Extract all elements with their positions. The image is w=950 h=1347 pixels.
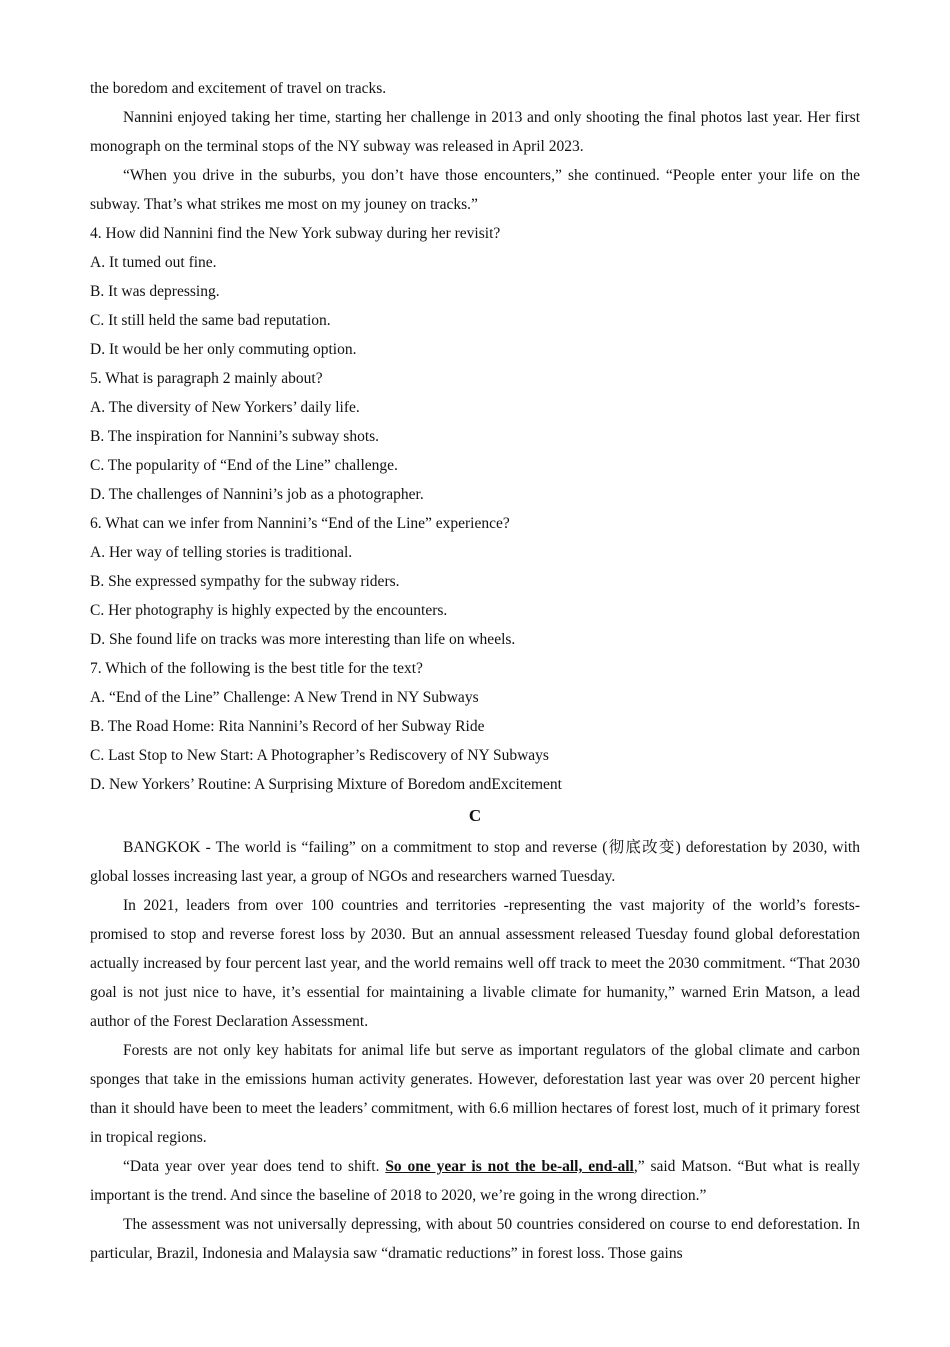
question-6-option-a: A. Her way of telling stories is traditional. [90,544,353,561]
passage-b-paragraph-quote: “When you drive in the suburbs, you don’t have those encounters,” she continued. “People enter your life on the subway. That’s what strikes me most on my jouney on tracks.” [90,167,860,213]
question-4-stem: 4. How did Nannini find the New York subway during her revisit? [90,225,501,242]
passage-c-paragraph-3: Forests are not only key habitats for animal life but serve as important regulators of the global climate and carbon sponges that take in the emissions human activity generates. However, deforestation last year was over 20 percent higher than it should have been to meet the leaders’ commitment, with 6.6 million hectares of forest lost, much of it primary forest in tropical regions. [90,1042,860,1146]
passage-c-paragraph-5: The assessment was not universally depressing, with about 50 countries considered on course to end deforestation. In particular, Brazil, Indonesia and Malaysia saw “dramatic reductions” in forest loss. Those gains [90,1216,860,1262]
question-6-option-c: C. Her photography is highly expected by the encounters. [90,602,448,619]
question-6-option-b: B. She expressed sympathy for the subway riders. [90,573,400,590]
question-4-option-c: C. It still held the same bad reputation. [90,312,331,329]
question-6-stem: 6. What can we infer from Nannini’s “End of the Line” experience? [90,515,510,532]
question-7-option-d: D. New Yorkers’ Routine: A Surprising Mixture of Boredom andExcitement [90,776,562,793]
underlined-phrase: So one year is not the be-all, end-all [385,1158,634,1175]
passage-c-paragraph-4 [90,1152,860,1210]
question-4-option-d: D. It would be her only commuting option. [90,341,357,358]
question-4-option-a: A. It tumed out fine. [90,254,217,271]
passage-b-paragraph-nannini: Nannini enjoyed taking her time, starting her challenge in 2013 and only shooting the final photos last year. Her first monograph on the terminal stops of the NY subway was released in April 2023. [90,109,860,155]
passage-c-paragraph-2: In 2021, leaders from over 100 countries and territories -representing the vast majority of the world’s forests- promised to stop and reverse forest loss by 2030. But an annual assessment released Tuesday found global deforestation actually increased by four percent last year, and the world remains well off track to meet the 2030 commitment. “That 2030 goal is not just nice to have, it’s essential for maintaining a livable climate for humanity,” warned Erin Matson, a lead author of the Forest Declaration Assessment. [90,897,860,1030]
document-page [90,74,860,1268]
question-5-option-d: D. The challenges of Nannini’s job as a photographer. [90,486,424,503]
paragraph-4-lead: “Data year over year does tend to shift. [123,1158,386,1175]
question-5-option-a: A. The diversity of New Yorkers’ daily life. [90,399,360,416]
question-7-option-b: B. The Road Home: Rita Nannini’s Record of her Subway Ride [90,718,485,735]
question-4-option-b: B. It was depressing. [90,283,220,300]
passage-c-paragraph-1: BANGKOK - The world is “failing” on a commitment to stop and reverse (彻底改变) deforestation by 2030, with global losses increasing last year, a group of NGOs and researchers warned Tuesday. [90,839,860,885]
question-6-option-d: D. She found life on tracks was more interesting than life on wheels. [90,631,516,648]
question-5-stem: 5. What is paragraph 2 mainly about? [90,370,323,387]
section-c-heading: C [468,806,482,825]
question-5-option-c: C. The popularity of “End of the Line” challenge. [90,457,398,474]
question-7-stem: 7. Which of the following is the best title for the text? [90,660,423,677]
question-7-option-a: A. “End of the Line” Challenge: A New Trend in NY Subways [90,689,479,706]
passage-b-tail: the boredom and excitement of travel on tracks. [90,80,387,97]
question-7-option-c: C. Last Stop to New Start: A Photographer’s Rediscovery of NY Subways [90,747,549,764]
paragraph-4-rest: ,” said Matson. “But what is really important is the trend. And since the baseline of 2018 to 2020, we’re going in the wrong direction.” [90,1158,861,1204]
question-5-option-b: B. The inspiration for Nannini’s subway shots. [90,428,380,445]
